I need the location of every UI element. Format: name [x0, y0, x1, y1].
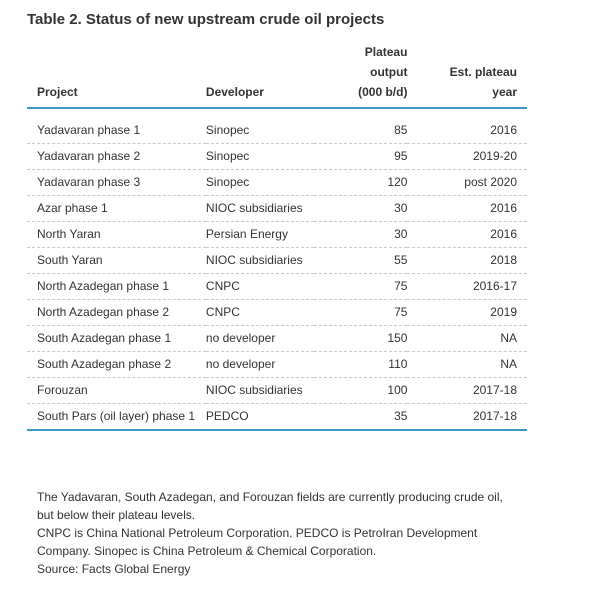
table-row — [27, 144, 527, 170]
header-plateau-year — [407, 40, 527, 108]
cell-project: South Pars (oil layer) phase 1 — [27, 404, 206, 431]
note-producing: The Yadavaran, South Azadegan, and Forouzan fields are currently producing crude oil, but below their plateau levels. — [37, 490, 503, 522]
header-year-line: Est. plateau — [449, 65, 517, 79]
cell-plateau-year: 2019 — [407, 300, 527, 326]
cell-output: 35 — [314, 404, 407, 431]
cell-developer: Sinopec — [206, 108, 314, 144]
cell-output: 95 — [314, 144, 407, 170]
table-row — [27, 378, 527, 404]
cell-developer: PEDCO — [206, 404, 314, 431]
note-source: Source: Facts Global Energy — [37, 562, 191, 576]
cell-project: Yadavaran phase 2 — [27, 144, 206, 170]
table-notes — [37, 488, 517, 578]
table-row — [27, 326, 527, 352]
cell-developer: no developer — [206, 326, 314, 352]
cell-plateau-year: 2016 — [407, 222, 527, 248]
table-row — [27, 170, 527, 196]
table-row — [27, 274, 527, 300]
cell-output: 110 — [314, 352, 407, 378]
cell-developer: NIOC subsidiaries — [206, 248, 314, 274]
header-row — [27, 40, 527, 108]
cell-project: South Azadegan phase 1 — [27, 326, 206, 352]
note-abbreviations: CNPC is China National Petroleum Corporation. PEDCO is PetroIran Development Company. Sinopec is China Petroleum & Chemical Corporation. — [37, 526, 478, 558]
cell-plateau-year: NA — [407, 352, 527, 378]
table-row — [27, 404, 527, 431]
table-row — [27, 196, 527, 222]
cell-plateau-year: 2018 — [407, 248, 527, 274]
table-body — [27, 108, 527, 430]
cell-project: South Azadegan phase 2 — [27, 352, 206, 378]
cell-plateau-year: 2016 — [407, 108, 527, 144]
cell-output: 100 — [314, 378, 407, 404]
cell-developer: CNPC — [206, 300, 314, 326]
header-output-line: (000 b/d) — [358, 85, 408, 99]
cell-output: 85 — [314, 108, 407, 144]
cell-plateau-year: post 2020 — [407, 170, 527, 196]
cell-output: 120 — [314, 170, 407, 196]
cell-developer: NIOC subsidiaries — [206, 378, 314, 404]
cell-project: South Yaran — [27, 248, 206, 274]
header-output-line: Plateau — [364, 45, 408, 59]
cell-developer: Sinopec — [206, 144, 314, 170]
cell-project: Yadavaran phase 1 — [27, 108, 206, 144]
cell-project: Forouzan — [27, 378, 206, 404]
cell-output: 150 — [314, 326, 407, 352]
cell-output: 75 — [314, 300, 407, 326]
table-row — [27, 248, 527, 274]
cell-project: North Yaran — [27, 222, 206, 248]
table-title: Table 2. Status of new upstream crude oil projects — [27, 11, 385, 28]
cell-project: North Azadegan phase 2 — [27, 300, 206, 326]
cell-developer: Sinopec — [206, 170, 314, 196]
header-developer: Developer — [206, 40, 314, 108]
header-project: Project — [27, 40, 206, 108]
table-row — [27, 300, 527, 326]
cell-developer: CNPC — [206, 274, 314, 300]
cell-output: 30 — [314, 222, 407, 248]
table-row — [27, 352, 527, 378]
cell-project: Azar phase 1 — [27, 196, 206, 222]
cell-plateau-year: 2019-20 — [407, 144, 527, 170]
cell-output: 75 — [314, 274, 407, 300]
cell-plateau-year: 2017-18 — [407, 404, 527, 431]
cell-plateau-year: 2017-18 — [407, 378, 527, 404]
cell-plateau-year: NA — [407, 326, 527, 352]
table-row — [27, 108, 527, 144]
header-output-line: output — [370, 65, 408, 79]
cell-plateau-year: 2016 — [407, 196, 527, 222]
cell-developer: no developer — [206, 352, 314, 378]
header-output — [314, 40, 407, 108]
cell-output: 55 — [314, 248, 407, 274]
cell-developer: NIOC subsidiaries — [206, 196, 314, 222]
cell-output: 30 — [314, 196, 407, 222]
table-row — [27, 222, 527, 248]
cell-project: North Azadegan phase 1 — [27, 274, 206, 300]
header-year-line: year — [492, 85, 517, 99]
cell-plateau-year: 2016-17 — [407, 274, 527, 300]
cell-project: Yadavaran phase 3 — [27, 170, 206, 196]
cell-developer: Persian Energy — [206, 222, 314, 248]
projects-table — [27, 40, 527, 431]
